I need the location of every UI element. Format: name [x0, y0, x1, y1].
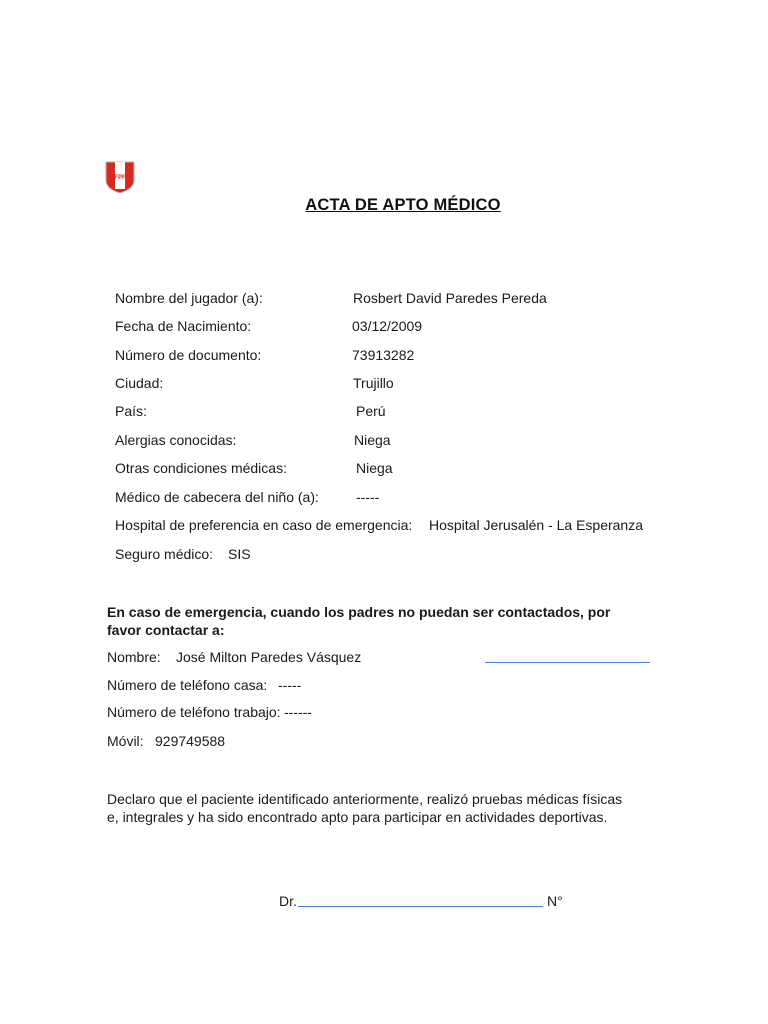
emergency-value-mobile: 929749588: [155, 733, 226, 749]
field-label-document-number: Número de documento:: [115, 347, 262, 363]
field-label-family-doctor: Médico de cabecera del niño (a):: [115, 489, 319, 505]
field-value-document-number: 73913282: [352, 347, 415, 363]
emergency-label-work-phone: Número de teléfono trabajo:: [107, 704, 281, 720]
emergency-value-name: José Milton Paredes Vásquez: [176, 649, 362, 665]
signature-line: [298, 906, 543, 907]
field-label-health-insurance: Seguro médico:: [115, 546, 214, 562]
field-label-preferred-hospital: Hospital de preferencia en caso de emergencia:: [115, 517, 413, 533]
field-label-player-name: Nombre del jugador (a):: [115, 290, 263, 306]
fpf-shield-icon: [104, 160, 136, 194]
field-value-preferred-hospital: Hospital Jerusalén - La Esperanza: [429, 517, 644, 533]
signature-number-label: N°: [547, 893, 563, 909]
document-title: ACTA DE APTO MÉDICO: [305, 196, 501, 214]
field-value-city: Trujillo: [353, 375, 394, 391]
fpf-logo: [104, 160, 136, 194]
field-label-country: País:: [115, 403, 147, 419]
field-value-country: Perú: [356, 403, 386, 419]
field-value-other-conditions: Niega: [356, 460, 393, 476]
field-value-allergies: Niega: [354, 432, 391, 448]
emergency-value-home-phone: -----: [278, 677, 302, 693]
emergency-label-home-phone: Número de teléfono casa:: [107, 677, 268, 693]
field-label-allergies: Alergias conocidas:: [115, 432, 237, 448]
field-value-birth-date: 03/12/2009: [352, 318, 423, 334]
emergency-name-underline: [485, 662, 650, 663]
field-value-family-doctor: -----: [356, 489, 380, 505]
emergency-label-name: Nombre:: [107, 649, 161, 665]
field-value-player-name: Rosbert David Paredes Pereda: [353, 290, 547, 306]
emergency-heading: En caso de emergencia, cuando los padres no puedan ser contactados, por favor contactar a:: [107, 604, 611, 638]
field-label-other-conditions: Otras condiciones médicas:: [115, 460, 287, 476]
field-label-birth-date: Fecha de Nacimiento:: [115, 318, 252, 334]
field-label-city: Ciudad:: [115, 375, 164, 391]
emergency-label-mobile: Móvil:: [107, 733, 144, 749]
logo-text: FPF: [114, 175, 126, 181]
emergency-value-work-phone: ------: [284, 704, 312, 720]
declaration-text: Declaro que el paciente identificado anteriormente, realizó pruebas médicas físicas e, integrales y ha sido encontrado apto para participar en actividades deportivas.: [107, 791, 623, 825]
field-value-health-insurance: SIS: [228, 546, 251, 562]
signature-prefix: Dr.: [279, 893, 297, 909]
